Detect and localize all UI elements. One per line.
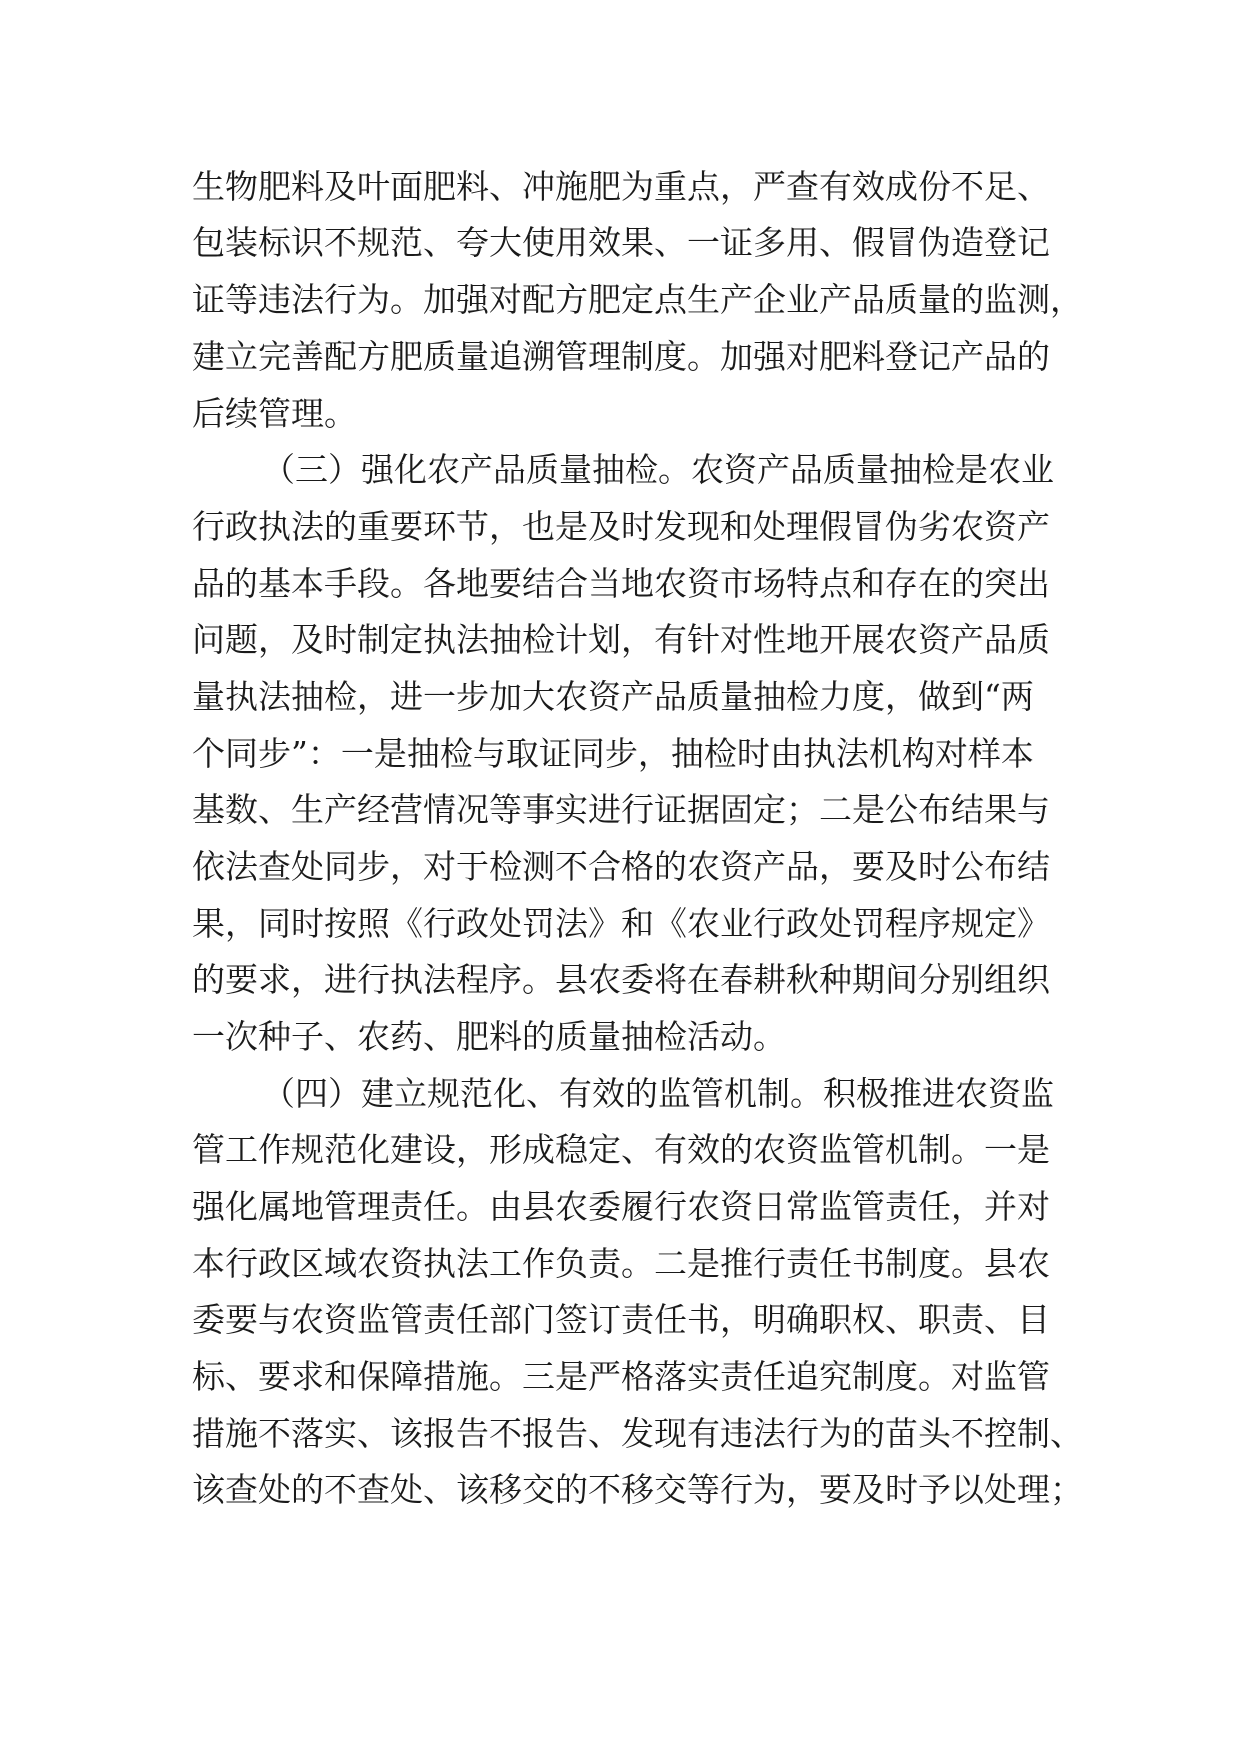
text-line: 包装标识不规范、夸大使用效果、一证多用、假冒伪造登记 [192,223,1050,262]
text-line: 基数、生产经营情况等事实进行证据固定；二是公布结果与 [192,790,1050,829]
text-line: 本行政区域农资执法工作负责。二是推行责任书制度。县农 [192,1244,1050,1283]
text-line: 管工作规范化建设，形成稳定、有效的农资监管机制。一是 [192,1130,1050,1169]
section-heading-line: （三）强化农产品质量抽检。农资产品质量抽检是农业 [262,450,1054,489]
text-line: 个同步”：一是抽检与取证同步，抽检时由执法机构对样本 [192,734,1034,773]
text-line: 量执法抽检，进一步加大农资产品质量抽检力度，做到“两 [192,677,1034,716]
text-line: 证等违法行为。加强对配方肥定点生产企业产品质量的监测， [192,280,1083,319]
section-heading-line: （四）建立规范化、有效的监管机制。积极推进农资监 [262,1074,1054,1113]
text-line: 行政执法的重要环节，也是及时发现和处理假冒伪劣农资产 [192,507,1050,546]
text-line: 标、要求和保障措施。三是严格落实责任追究制度。对监管 [192,1357,1050,1396]
text-line: 品的基本手段。各地要结合当地农资市场特点和存在的突出 [192,564,1050,603]
text-line: 依法查处同步，对于检测不合格的农资产品，要及时公布结 [192,847,1050,886]
text-line: 措施不落实、该报告不报告、发现有违法行为的苗头不控制、 [192,1414,1083,1453]
text-line: 后续管理。 [192,394,357,433]
text-line: 的要求，进行执法程序。县农委将在春耕秋种期间分别组织 [192,960,1050,999]
text-line: 该查处的不查处、该移交的不移交等行为，要及时予以处理； [192,1470,1083,1509]
text-line: 果，同时按照《行政处罚法》和《农业行政处罚程序规定》 [192,904,1050,943]
text-line: 一次种子、农药、肥料的质量抽检活动。 [192,1017,786,1056]
text-line: 建立完善配方肥质量追溯管理制度。加强对肥料登记产品的 [192,337,1050,376]
text-line: 生物肥料及叶面肥料、冲施肥为重点，严查有效成份不足、 [192,167,1050,206]
text-line: 强化属地管理责任。由县农委履行农资日常监管责任，并对 [192,1187,1050,1226]
text-line: 委要与农资监管责任部门签订责任书，明确职权、职责、目 [192,1300,1050,1339]
text-line: 问题，及时制定执法抽检计划，有针对性地开展农资产品质 [192,620,1050,659]
